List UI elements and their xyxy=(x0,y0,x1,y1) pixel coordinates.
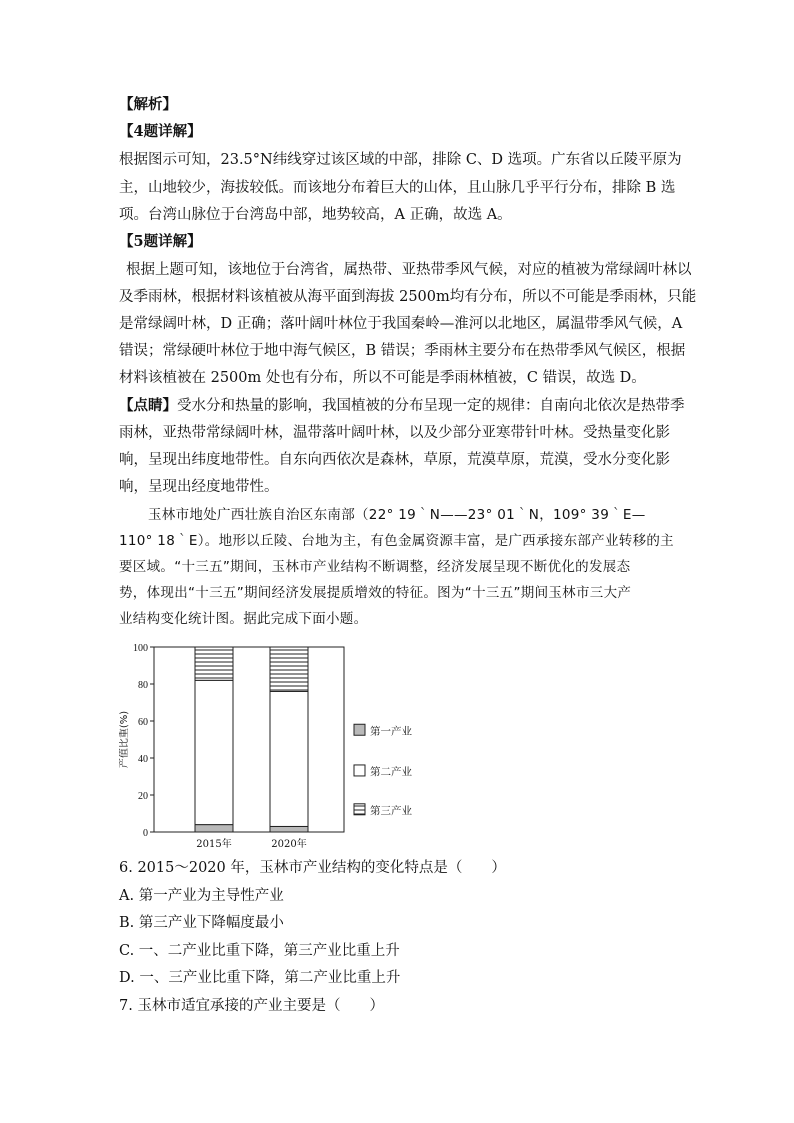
q4-line: 项。台湾山脉位于台湾岛中部，地势较高，A 正确，故选 A。 xyxy=(119,207,512,223)
material-line: 业结构变化统计图。据此完成下面小题。 xyxy=(119,611,368,627)
bar-segment xyxy=(195,825,233,832)
legend-label: 第三产业 xyxy=(370,804,412,817)
legend-label: 第二产业 xyxy=(370,765,412,778)
y-tick-label: 80 xyxy=(138,680,148,691)
option-b: B. 第三产业下降幅度最小 xyxy=(119,915,284,931)
legend-label: 第一产业 xyxy=(370,725,412,738)
tip-line: 雨林，亚热带常绿阔叶林，温带落叶阔叶林，以及少部分亚寒带针叶林。受热量变化影 xyxy=(119,425,670,441)
legend-swatch xyxy=(354,724,365,735)
q5-line: 错误；常绿硬叶林位于地中海气候区，B 错误；季雨林主要分布在热带季风气候区，根据 xyxy=(119,343,686,359)
y-tick-label: 0 xyxy=(143,828,148,839)
question-7-stem: 7. 玉林市适宜承接的产业主要是（ ） xyxy=(119,998,384,1014)
q5-line: 及季雨林，根据材料该植被从海平面到海拔 2500m均有分布，所以不可能是季雨林，只能 xyxy=(119,289,697,305)
material-line: 要区域。“十三五”期间，玉林市产业结构不断调整，经济发展呈现不断优化的发展态 xyxy=(119,559,631,575)
y-tick-label: 100 xyxy=(133,643,148,654)
tip-line: 响，呈现出纬度地带性。自东向西依次是森林，草原，荒漠草原，荒漠，受水分变化影 xyxy=(119,452,670,468)
option-d: D. 一、三产业比重下降，第二产业比重上升 xyxy=(119,970,401,986)
tip-header: 【点睛】 xyxy=(119,397,177,414)
material-line: 势，体现出“十三五”期间经济发展提质增效的特征。图为“十三五”期间玉林市三大产 xyxy=(119,585,632,601)
q5-line: 是常绿阔叶林，D 正确；落叶阔叶林位于我国秦岭—淮河以北地区，属温带季风气候，A xyxy=(119,316,683,332)
analysis-header: 【解析】 xyxy=(119,96,177,113)
tip-line: 受水分和热量的影响，我国植被的分布呈现一定的规律：自南向北依次是热带季 xyxy=(177,398,685,414)
material-line: 110° 18｀E）。地形以丘陵、台地为主，有色金属资源丰富，是广西承接东部产业转移的主 xyxy=(119,533,674,549)
q5-line: 根据上题可知，该地位于台湾省，属热带、亚热带季风气候，对应的植被为常绿阔叶林以 xyxy=(126,262,692,278)
y-tick-label: 20 xyxy=(138,791,148,802)
plot-frame xyxy=(154,647,344,832)
x-tick-label: 2020年 xyxy=(271,839,307,850)
question-6-stem: 6. 2015～2020 年，玉林市产业结构的变化特点是（ ） xyxy=(119,860,506,876)
bar-segment xyxy=(270,826,308,832)
material-line: 玉林市地处广西壮族自治区东南部（22° 19｀N——23° 01｀N，109° 39｀E— xyxy=(148,507,646,523)
q5-header: 【5题详解】 xyxy=(119,233,202,250)
option-c: C. 一、二产业比重下降，第三产业比重上升 xyxy=(119,943,400,959)
tip-paragraph-first xyxy=(119,396,685,416)
industry-structure-chart xyxy=(119,640,439,855)
bar-segment xyxy=(195,680,233,824)
q4-line: 主，山地较少，海拔较低。而该地分布着巨大的山体，且山脉几乎平行分布，排除 B 选 xyxy=(119,180,676,196)
q4-header: 【4题详解】 xyxy=(119,123,202,140)
bar-segment xyxy=(195,647,233,680)
q5-line: 材料该植被在 2500m 处也有分布，所以不可能是季雨林植被，C 错误，故选 D。 xyxy=(119,370,646,386)
legend-swatch xyxy=(354,765,365,776)
tip-line: 响，呈现出经度地带性。 xyxy=(119,479,279,495)
x-tick-label: 2015年 xyxy=(196,839,232,850)
y-axis-label: 产值比重(%) xyxy=(119,710,130,769)
legend-swatch xyxy=(354,804,365,815)
bar-segment xyxy=(270,691,308,826)
y-tick-label: 60 xyxy=(138,717,148,728)
y-tick-label: 40 xyxy=(138,754,148,765)
q4-line: 根据图示可知，23.5°N纬线穿过该区域的中部，排除 C、D 选项。广东省以丘陵平原为 xyxy=(119,152,682,168)
option-a: A. 第一产业为主导性产业 xyxy=(119,888,284,904)
bar-segment xyxy=(270,647,308,691)
